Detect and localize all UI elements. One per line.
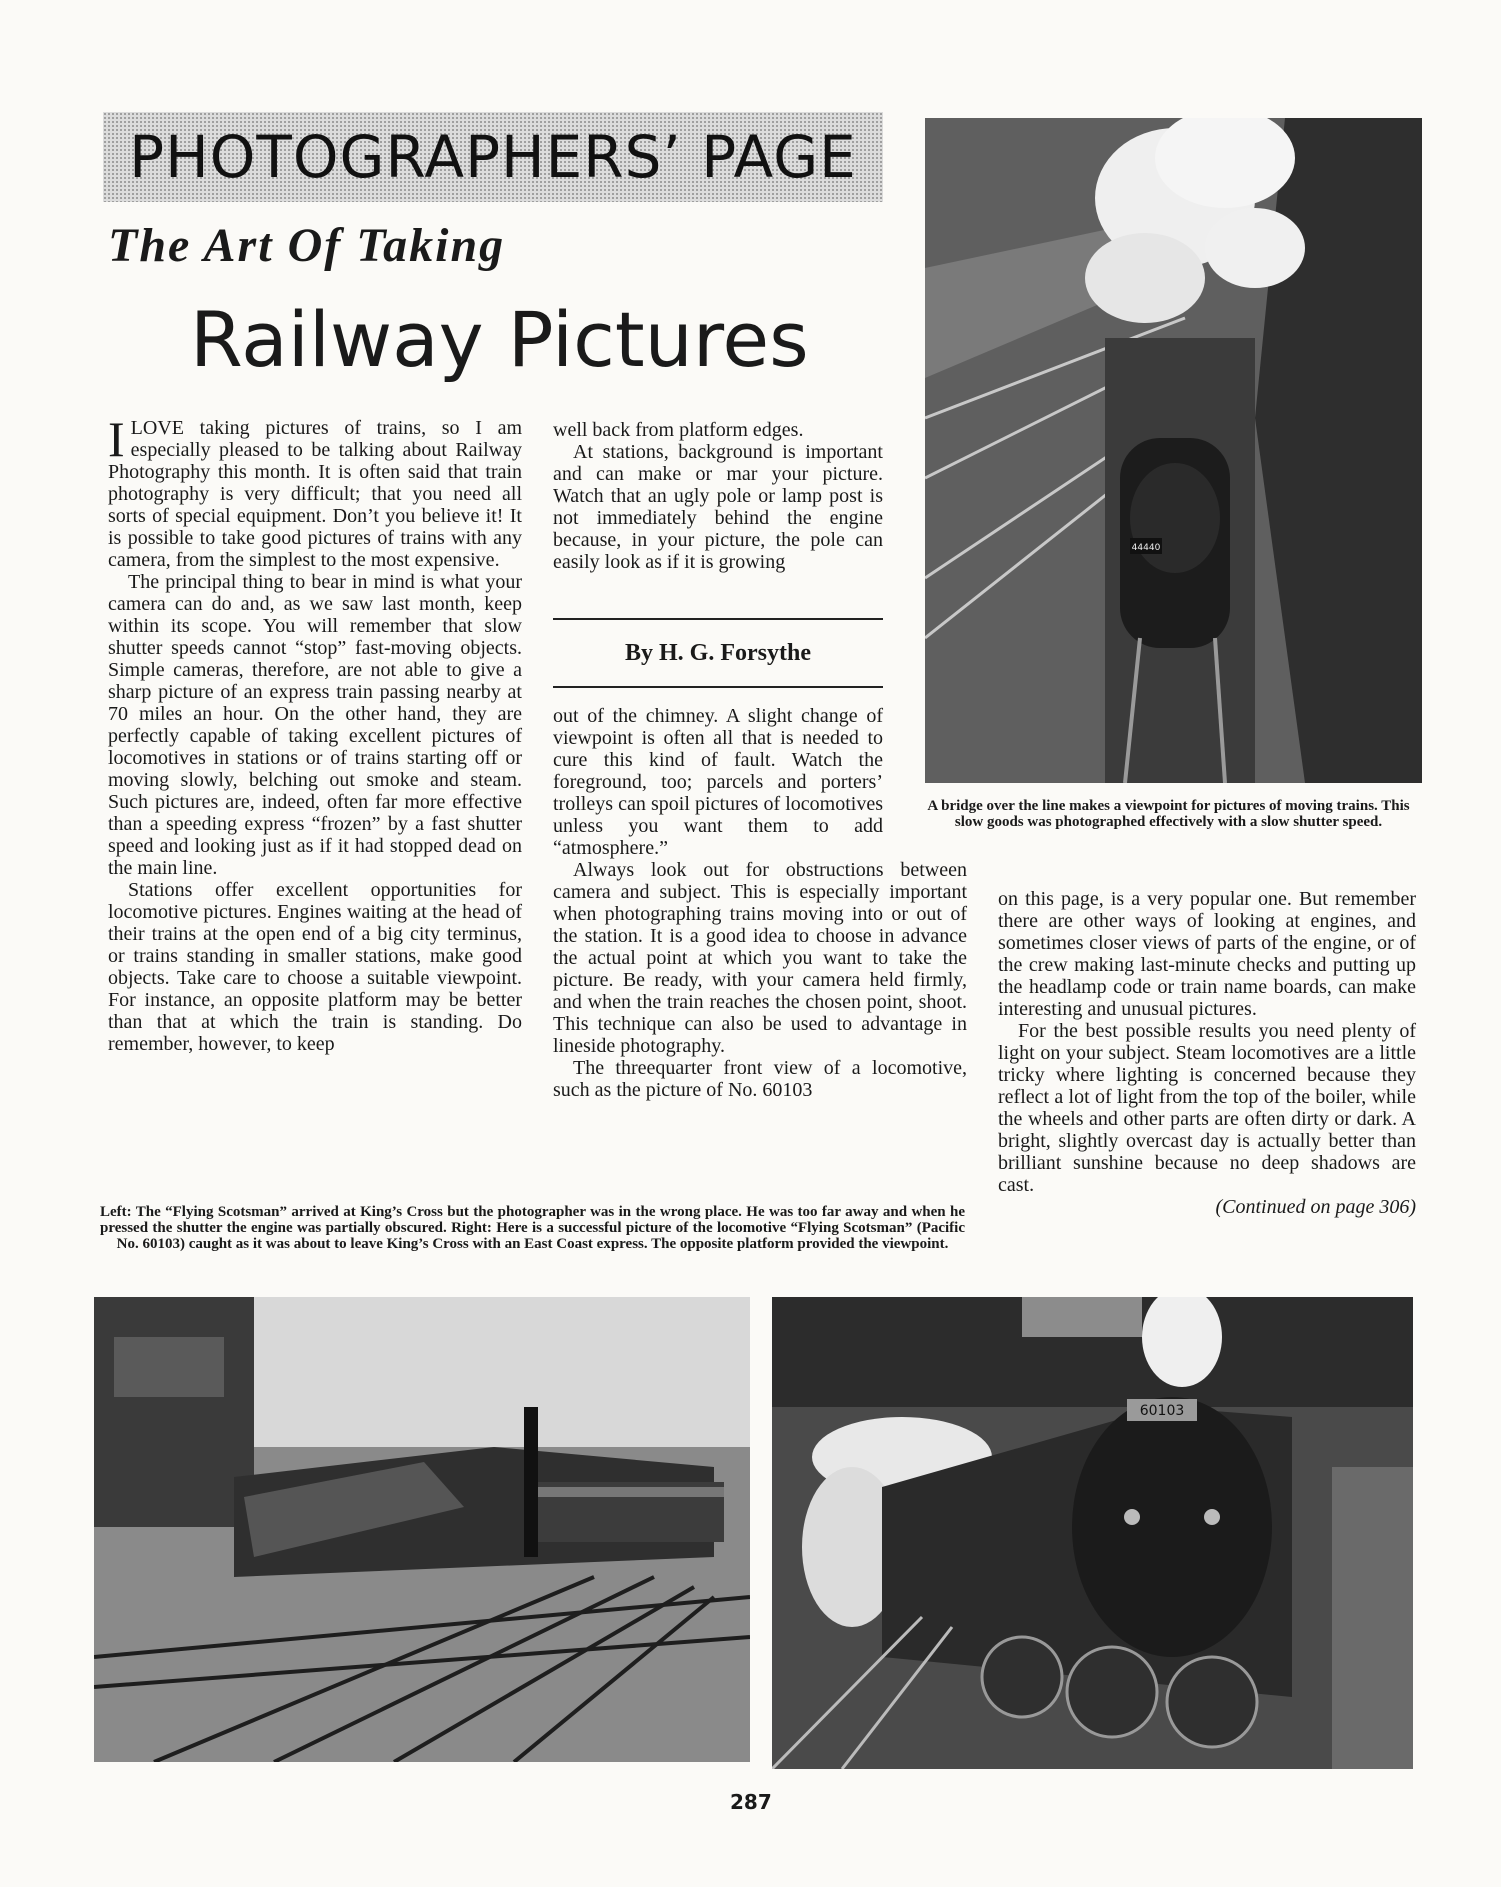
caption-bottom-photos: Left: The “Flying Scotsman” arrived at King’s Cross but the photographer was in the wrong place. He was too far away and when he pressed the shutter the engine was partially obscured. Right: Here is a successful picture of the locomotive “Flying Scotsman” (Pacific No. 60103) caught as it was about to leave King’s Cross with an East Coast express. The opposite platform provided the viewpoint. [100, 1204, 965, 1252]
paragraph: out of the chimney. A slight change of viewpoint is often all that is needed to cure this kind of fault. Watch the foreground, too; parcels and porters’ trolleys can spoil pictures of locomotives unless you want them to add “atmosphere.” [553, 705, 883, 859]
photo-flying-scotsman-obscured [94, 1297, 750, 1762]
engine-number-44440: 44440 [1131, 543, 1161, 553]
page-number: 287 [730, 1790, 772, 1814]
byline: By H. G. Forsythe [625, 639, 811, 666]
article-headline: Railway Pictures [190, 295, 809, 384]
caption-bridge-photo: A bridge over the line makes a viewpoint for pictures of moving trains. This slow goods was photographed effectively with a slow shutter speed. [927, 798, 1410, 830]
article-column-2-bottom [553, 705, 967, 1101]
article-column-1 [108, 411, 522, 1055]
paragraph: Always look out for obstructions between camera and subject. This is especially important when photographing trains moving into or out of the station. It is a good idea to choose in advance the actual point at which you want to take the picture. Be ready, with your camera held firmly, and when the train reaches the chosen point, shoot. This technique can also be used to advantage in lineside photography. [553, 859, 967, 1057]
drop-cap: I [108, 411, 125, 467]
photo-bridge-goods-train [925, 118, 1422, 783]
photo-flying-scotsman-60103 [772, 1297, 1413, 1769]
article-kicker: The Art Of Taking [108, 219, 506, 272]
byline-box [553, 618, 883, 688]
paragraph: on this page, is a very popular one. But remember there are other ways of looking at engines, and sometimes closer views of parts of the engine, or of the crew making last-minute checks and putting up the headlamp code or train name boards, can make interesting and unusual pictures. [998, 888, 1416, 1020]
paragraph: For the best possible results you need plenty of light on your subject. Steam locomotives are a little tricky where lighting is concerned because they reflect a lot of light from the top of the boiler, while the wheels and other parts are often dirty or dark. A bright, slightly overcast day is actually better than brilliant sunshine because no deep shadows are cast. [998, 1020, 1416, 1196]
banner-title: PHOTOGRAPHERS’ PAGE [129, 123, 857, 191]
paragraph: ILOVE taking pictures of trains, so I am especially pleased to be talking about Railway Photography this month. It is often said that train photography is very difficult; that you need all sorts of special equipment. Don’t you believe it! It is possible to take good pictures of trains with any camera, from the simplest to the most expensive. [108, 411, 522, 571]
continued-note: (Continued on page 306) [1215, 1196, 1416, 1218]
paragraph: The threequarter front view of a locomotive, such as the picture of No. 60103 [553, 1057, 967, 1101]
paragraph: well back from platform edges. [553, 419, 804, 441]
page-banner [103, 112, 883, 202]
article-column-2-top [553, 419, 883, 573]
paragraph: At stations, background is important and can make or mar your picture. Watch that an ugly pole or lamp post is not immediately behind the engine because, in your picture, the pole can easily look as if it is growing [553, 441, 883, 573]
engine-number-60103: 60103 [1139, 1403, 1185, 1419]
paragraph: The principal thing to bear in mind is what your camera can do and, as we saw last month, keep within its scope. You will remember that slow shutter speeds cannot “stop” fast-moving objects. Simple cameras, therefore, are not able to give a sharp picture of an express train passing nearby at 70 miles an hour. On the other hand, they are perfectly capable of taking excellent pictures of locomotives in stations or of trains starting off or moving slowly, belching out smoke and steam. Such pictures are, indeed, often far more effective than a speeding express “frozen” by a fast shutter speed and looking just as if it had stopped dead on the main line. [108, 571, 522, 879]
article-column-3 [998, 888, 1416, 1218]
paragraph: Stations offer excellent opportunities for locomotive pictures. Engines waiting at the head of their trains at the open end of a big city terminus, or trains standing in smaller stations, make good objects. Take care to choose a suitable viewpoint. For instance, an opposite platform may be better than that at which the train is standing. Do remember, however, to keep [108, 879, 522, 1055]
